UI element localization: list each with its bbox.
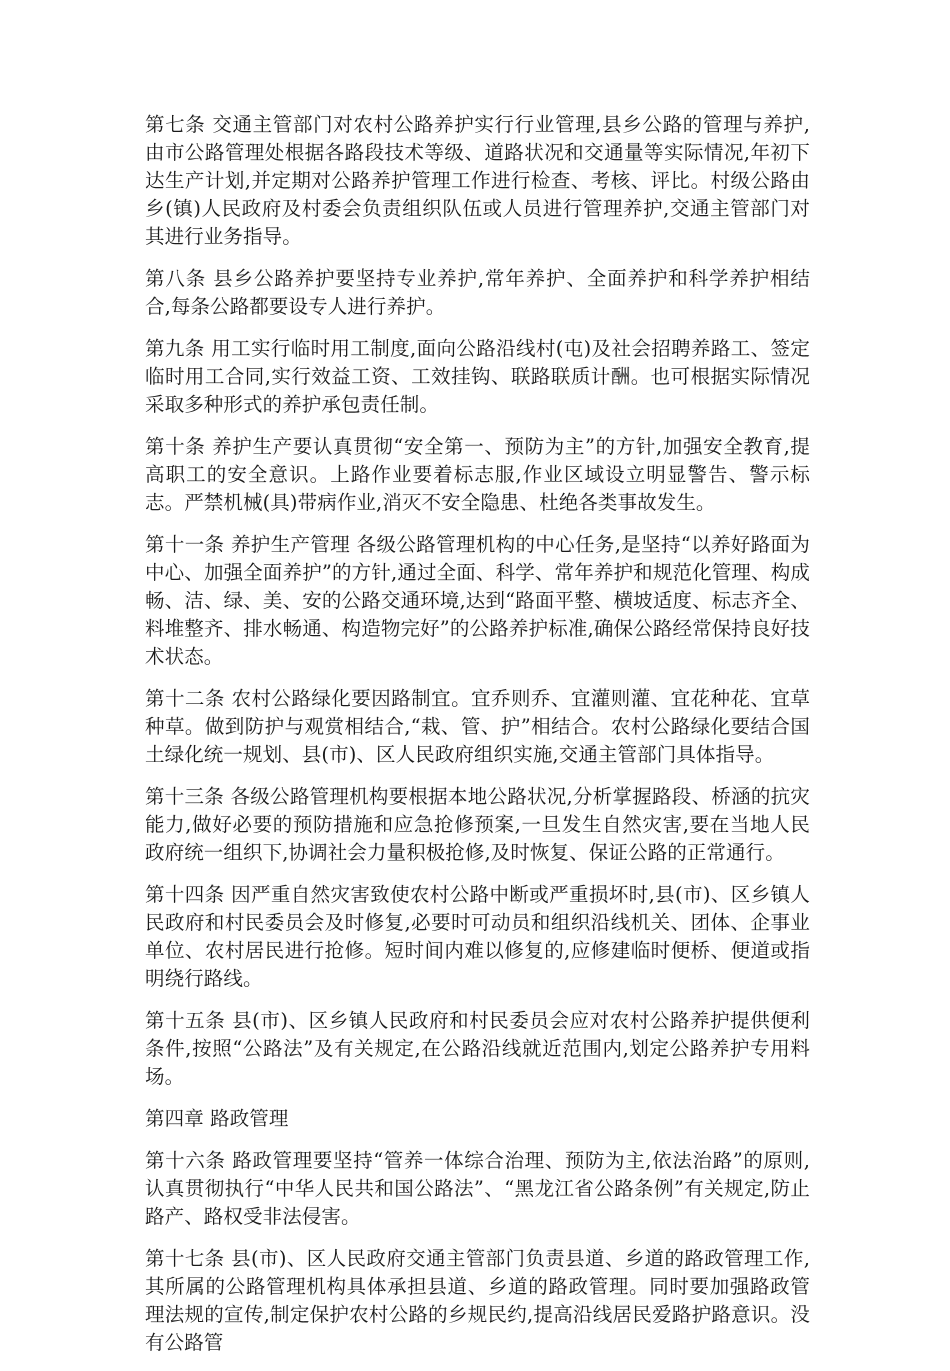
- article-15: 第十五条 县(市)、区乡镇人民政府和村民委员会应对农村公路养护提供便利条件,按照“公路法”及有关规定,在公路沿线就近范围内,划定公路养护专用料场。: [145, 1009, 810, 1088]
- article-17: 第十七条 县(市)、区人民政府交通主管部门负责县道、乡道的路政管理工作,其所属的公路管理机构具体承担县道、乡道的路政管理。同时要加强路政管理法规的宣传,制定保护农村公路的乡规民约,提高沿线居民爱路护路意识。没有公路管: [145, 1247, 810, 1354]
- article-8: 第八条 县乡公路养护要坚持专业养护,常年养护、全面养护和科学养护相结合,每条公路都要设专人进行养护。: [145, 267, 810, 318]
- article-13: 第十三条 各级公路管理机构要根据本地公路状况,分析掌握路段、桥涵的抗灾能力,做好必要的预防措施和应急抢修预案,一旦发生自然灾害,要在当地人民政府统一组织下,协调社会力量积极抢修,及时恢复、保证公路的正常通行。: [145, 785, 810, 864]
- article-14: 第十四条 因严重自然灾害致使农村公路中断或严重损坏时,县(市)、区乡镇人民政府和村民委员会及时修复,必要时可动员和组织沿线机关、团体、企事业单位、农村居民进行抢修。短时间内难以修复的,应修建临时便桥、便道或指明绕行路线。: [145, 883, 810, 990]
- article-11: 第十一条 养护生产管理 各级公路管理机构的中心任务,是坚持“以养好路面为中心、加强全面养护”的方针,通过全面、科学、常年养护和规范化管理、构成畅、洁、绿、美、安的公路交通环境,达到“路面平整、横坡适度、标志齐全、料堆整齐、排水畅通、构造物完好”的公路养护标准,确保公路经常保持良好技术状态。: [145, 533, 810, 668]
- article-16: 第十六条 路政管理要坚持“管养一体综合治理、预防为主,依法治路”的原则,认真贯彻执行“中华人民共和国公路法”、“黑龙江省公路条例”有关规定,防止路产、路权受非法侵害。: [145, 1149, 810, 1228]
- article-7: 第七条 交通主管部门对农村公路养护实行行业管理,县乡公路的管理与养护,由市公路管理处根据各路段技术等级、道路状况和交通量等实际情况,年初下达生产计划,并定期对公路养护管理工作进行检查、考核、评比。村级公路由乡(镇)人民政府及村委会负责组织队伍或人员进行管理养护,交通主管部门对其进行业务指导。: [145, 113, 810, 248]
- article-10: 第十条 养护生产要认真贯彻“安全第一、预防为主”的方针,加强安全教育,提高职工的安全意识。上路作业要着标志服,作业区域设立明显警告、警示标志。严禁机械(具)带病作业,消灭不安全隐患、杜绝各类事故发生。: [145, 435, 810, 514]
- article-9: 第九条 用工实行临时用工制度,面向公路沿线村(屯)及社会招聘养路工、签定临时用工合同,实行效益工资、工效挂钩、联路联质计酬。也可根据实际情况采取多种形式的养护承包责任制。: [145, 337, 810, 416]
- chapter-4-heading: 第四章 路政管理: [145, 1107, 289, 1130]
- document-page: [145, 111, 810, 1371]
- article-12: 第十二条 农村公路绿化要因路制宜。宜乔则乔、宜灌则灌、宜花种花、宜草种草。做到防护与观赏相结合,“栽、管、护”相结合。农村公路绿化要结合国土绿化统一规划、县(市)、区人民政府组织实施,交通主管部门具体指导。: [145, 687, 810, 766]
